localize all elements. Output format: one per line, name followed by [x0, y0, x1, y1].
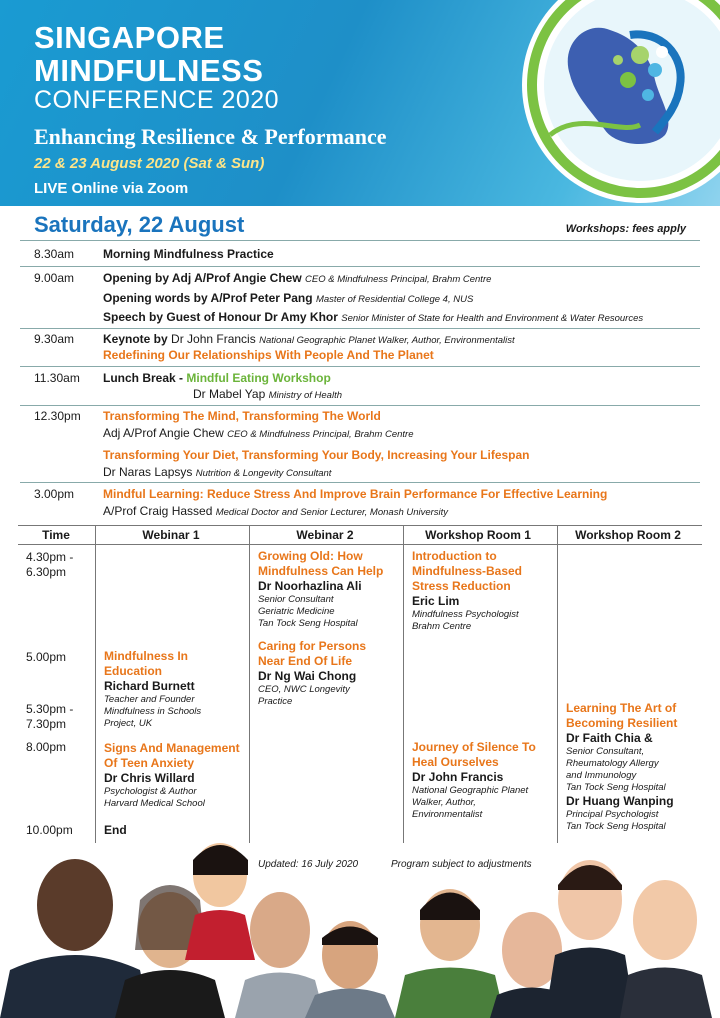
session-title: Growing Old: How: [258, 549, 363, 563]
schedule-time: 8.30am: [34, 247, 75, 261]
session-title: Transforming Your Diet, Transforming Your Body, Increasing Your Lifespan: [103, 448, 530, 462]
workshop-title: Mindful Eating Workshop: [186, 371, 331, 385]
session-title: Journey of Silence To: [412, 740, 536, 754]
session-card: [566, 701, 677, 833]
session-title: Redefining Our Relationships With People And The Planet: [103, 348, 434, 362]
header-banner: [0, 0, 720, 206]
session-title: Introduction to: [412, 549, 497, 563]
title-line-2: MINDFULNESS: [34, 53, 264, 88]
schedule-time: 9.30am: [34, 332, 75, 346]
affiliation: Medical Doctor and Senior Lecturer, Monash University: [215, 507, 449, 518]
col-time: Time: [18, 526, 94, 545]
speaker: Dr John Francis: [412, 770, 504, 784]
affiliation: Tan Tock Seng Hospital: [566, 782, 666, 793]
title-line-3: CONFERENCE 2020: [34, 86, 280, 114]
speaker: Opening words by A/Prof Peter Pang: [103, 291, 313, 305]
affiliation: Senior Minister of State for Health and Environment & Water Resources: [341, 313, 644, 324]
speaker: Richard Burnett: [104, 679, 195, 693]
event-dates: 22 & 23 August 2020 (Sat & Sun): [34, 155, 265, 172]
session-title: Learning The Art of: [566, 701, 677, 715]
end-label: End: [104, 823, 127, 837]
session-card: [104, 649, 201, 730]
grid-time: 8.00pm: [26, 740, 67, 754]
schedule-time: 3.00pm: [34, 487, 75, 501]
session-title: Transforming The Mind, Transforming The World: [103, 409, 381, 423]
affiliation: Teacher and Founder: [104, 694, 195, 705]
schedule-time: 9.00am: [34, 271, 75, 285]
speaker: Adj A/Prof Angie Chew: [103, 426, 224, 440]
divider: [20, 482, 700, 483]
affiliation: and Immunology: [566, 770, 637, 781]
session-title: Mindfulness-Based: [412, 564, 523, 578]
affiliation: CEO, NWC Longevity: [258, 684, 350, 695]
speaker: A/Prof Craig Hassed: [103, 504, 213, 518]
schedule-time: 12.30pm: [34, 409, 81, 423]
affiliation: CEO & Mindfulness Principal, Brahm Centre: [305, 274, 492, 285]
affiliation: National Geographic Planet Walker, Author, Environmentalist: [259, 335, 515, 346]
session-title: Signs And Management: [104, 741, 240, 755]
title-line-1: SINGAPORE: [34, 20, 225, 55]
updated-note: Updated: 16 July 2020: [258, 859, 359, 870]
session-title: Caring for Persons: [258, 639, 367, 653]
session-card: [412, 549, 522, 633]
divider: [20, 405, 700, 406]
speaker: Eric Lim: [412, 594, 460, 608]
speaker: Dr Mabel Yap: [193, 387, 266, 401]
affiliation: Principal Psychologist: [566, 809, 659, 820]
divider: [20, 328, 700, 329]
col-workshop-room-1: Workshop Room 1: [402, 526, 554, 545]
speaker: Opening by Adj A/Prof Angie Chew: [103, 271, 302, 285]
affiliation: CEO & Mindfulness Principal, Brahm Centre: [227, 429, 414, 440]
affiliation: Master of Residential College 4, NUS: [315, 294, 474, 305]
grid-time: 5.30pm - 7.30pm: [26, 702, 74, 731]
speaker-photos: [0, 830, 720, 1018]
affiliation: Nutrition & Longevity Consultant: [195, 468, 332, 479]
col-workshop-room-2: Workshop Room 2: [554, 526, 702, 545]
grid-time: 5.00pm: [26, 650, 67, 664]
affiliation: Mindfulness in Schools: [104, 706, 202, 717]
affiliation: Practice: [258, 696, 293, 707]
session-title: Becoming Resilient: [566, 716, 678, 730]
grid-time: 10.00pm: [26, 823, 73, 837]
affiliation: Brahm Centre: [412, 621, 472, 632]
affiliation: Psychologist & Author: [104, 786, 197, 797]
affiliation: Mindfulness Psychologist: [412, 609, 519, 620]
column-divider: [403, 525, 404, 843]
affiliation: Geriatric Medicine: [258, 606, 335, 617]
fees-note: Workshops: fees apply: [565, 223, 686, 235]
session-card: [104, 741, 240, 810]
speaker: Dr Ng Wai Chong: [258, 669, 357, 683]
column-divider: [95, 525, 96, 843]
session-title: Lunch Break -: [103, 371, 184, 385]
session-title: Mindfulness In: [104, 649, 188, 663]
affiliation: Rheumatology Allergy: [566, 758, 659, 769]
column-divider: [557, 525, 558, 843]
affiliation: Tan Tock Seng Hospital: [566, 821, 666, 832]
divider: [20, 366, 700, 367]
session-card: [412, 740, 536, 821]
grid-time: 4.30pm - 6.30pm: [26, 550, 74, 579]
session-title: Of Teen Anxiety: [104, 756, 195, 770]
schedule-time: 11.30am: [34, 371, 80, 385]
affiliation: Senior Consultant,: [566, 746, 645, 757]
event-venue: LIVE Online via Zoom: [34, 180, 189, 197]
speaker: Dr Faith Chia &: [566, 731, 653, 745]
session-title: Education: [104, 664, 163, 678]
speaker: Dr John Francis: [171, 332, 256, 346]
session-title: Mindful Learning: Reduce Stress And Improve Brain Performance For Effective Learning: [103, 487, 608, 501]
affiliation: Project, UK: [104, 718, 153, 729]
speaker: Dr Huang Wanping: [566, 794, 674, 808]
affiliation: Environmentalist: [412, 809, 483, 820]
affiliation: Ministry of Health: [268, 390, 342, 401]
session-title: Mindfulness Can Help: [258, 564, 384, 578]
session-title: Near End Of Life: [258, 654, 353, 668]
speaker: Dr Naras Lapsys: [103, 465, 193, 479]
col-webinar-1: Webinar 1: [94, 526, 248, 545]
day-title: Saturday, 22 August: [34, 212, 245, 237]
divider: [20, 240, 700, 241]
session-card: [258, 639, 366, 708]
session-title: Stress Reduction: [412, 579, 511, 593]
col-webinar-2: Webinar 2: [248, 526, 402, 545]
affiliation: Tan Tock Seng Hospital: [258, 618, 358, 629]
speaker: Dr Chris Willard: [104, 771, 195, 785]
divider: [20, 266, 700, 267]
conference-logo: [490, 0, 720, 205]
affiliation: National Geographic Planet: [412, 785, 529, 796]
speaker: Speech by Guest of Honour Dr Amy Khor: [103, 310, 338, 324]
session-card: [258, 549, 383, 630]
session-title: Morning Mindfulness Practice: [103, 247, 274, 261]
adjustments-note: Program subject to adjustments: [391, 859, 532, 870]
speaker: Dr Noorhazlina Ali: [258, 579, 362, 593]
column-divider: [249, 525, 250, 843]
affiliation: Senior Consultant: [258, 594, 334, 605]
workshop-grid: [18, 525, 702, 545]
keynote-label: Keynote by: [103, 332, 168, 346]
subtitle: Enhancing Resilience & Performance: [34, 124, 387, 149]
session-title: Heal Ourselves: [412, 755, 499, 769]
affiliation: Walker, Author,: [412, 797, 476, 808]
affiliation: Harvard Medical School: [104, 798, 205, 809]
